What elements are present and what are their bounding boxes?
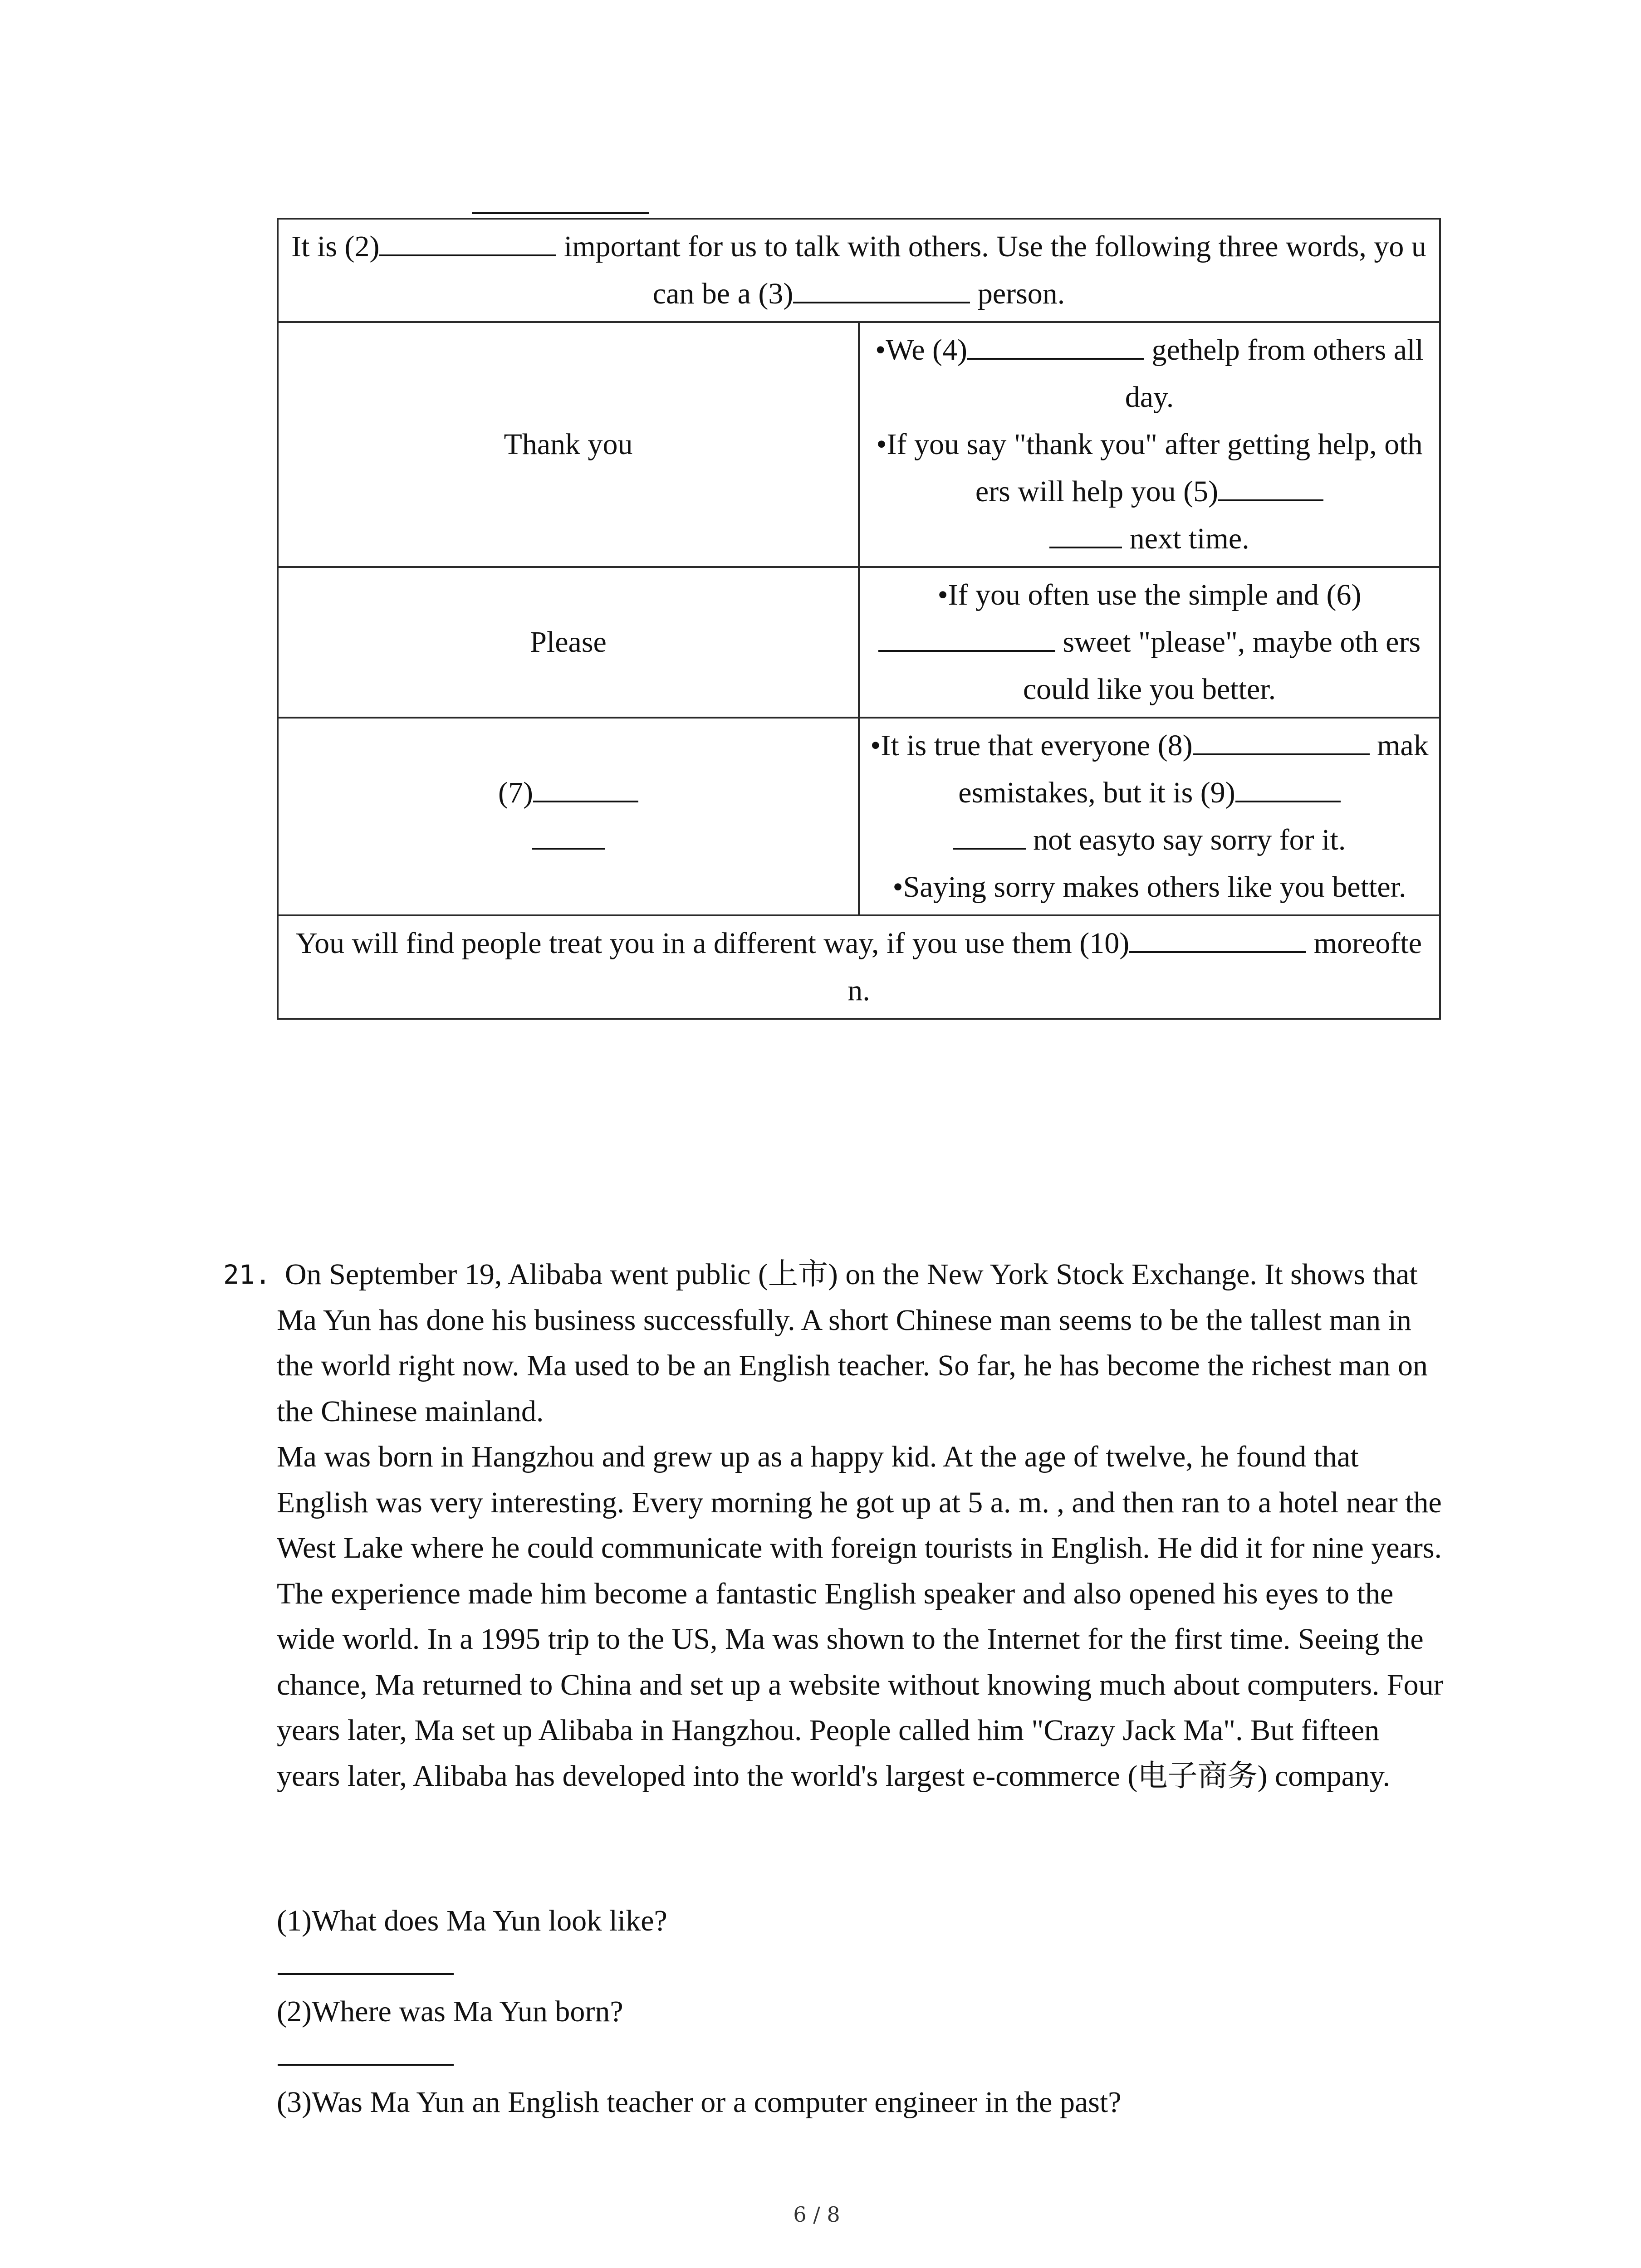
question-21 xyxy=(223,1252,1447,1799)
thank-you-line-1-a: •We (4) xyxy=(875,333,968,367)
fill-in-table xyxy=(277,218,1441,1020)
sub-question-3: (3)Was Ma Yun an English teacher or a computer engineer in the past? xyxy=(277,2086,1122,2119)
sorry-line-2: •Saying sorry makes others like you better. xyxy=(892,870,1406,904)
please-line-b: sweet "please", maybe oth ers could like you better. xyxy=(1023,626,1421,706)
question-number: 21. xyxy=(223,1259,271,1290)
answer-blank-3[interactable] xyxy=(793,274,970,303)
thank-you-line-1-b: gethelp from others all day. xyxy=(1125,333,1424,414)
sorry-line-1-b: makesmistakes, but it is (9) xyxy=(958,729,1429,809)
please-line-a: •If you often use the simple and (6) xyxy=(937,578,1362,611)
answer-blank-9b[interactable] xyxy=(953,820,1026,850)
table-row-sorry xyxy=(278,718,1440,915)
label-sorry-cell xyxy=(278,718,859,915)
closing-cell xyxy=(278,915,1440,1019)
thank-you-line-2-b: next time. xyxy=(1122,522,1249,555)
answer-line-2[interactable] xyxy=(278,2064,454,2066)
answer-blank-2[interactable] xyxy=(379,226,556,256)
content-sorry xyxy=(859,718,1440,915)
answer-blank-6[interactable] xyxy=(878,622,1055,652)
label-thank-you: Thank you xyxy=(278,322,859,567)
answer-blank-5b[interactable] xyxy=(1049,518,1122,548)
table-row-closing xyxy=(278,915,1440,1019)
sub-question-2: (2)Where was Ma Yun born? xyxy=(277,1995,623,2028)
answer-blank-8[interactable] xyxy=(1193,725,1370,755)
answer-line-1[interactable] xyxy=(278,1973,454,1975)
thank-you-line-2-a: •If you say "thank you" after getting help, others will help you (5) xyxy=(876,428,1423,508)
answer-blank-9a[interactable] xyxy=(1235,772,1341,802)
label-seven: (7) xyxy=(498,776,533,809)
answer-blank-10[interactable] xyxy=(1129,923,1306,953)
table-row-please xyxy=(278,567,1440,718)
answer-blank-7a[interactable] xyxy=(533,772,638,802)
sorry-line-1 xyxy=(870,722,1429,864)
page-number: 6 / 8 xyxy=(793,2202,840,2227)
content-please xyxy=(859,567,1440,718)
passage-paragraph-1: On September 19, Alibaba went public (上市) on the New York Stock Exchange. It shows that Ma Yun has done his business successfully. A short Chinese man seems to be the tallest man in the world right now. Ma used to be an English teacher. So far, he has become the richest man on the Chinese mainland. xyxy=(277,1258,1428,1428)
answer-blank-4[interactable] xyxy=(967,330,1144,360)
sorry-line-1-c: not easyto say sorry for it. xyxy=(1025,823,1346,856)
closing-text-a: You will find people treat you in a different way, if you use them (10) xyxy=(296,927,1130,960)
table-row-thank-you xyxy=(278,322,1440,567)
thank-you-line-1 xyxy=(870,327,1429,421)
intro-text-a: It is (2) xyxy=(291,230,380,263)
table-row-intro xyxy=(278,219,1440,322)
sorry-line-1-a: •It is true that everyone (8) xyxy=(870,729,1193,762)
intro-text-c: person. xyxy=(970,277,1065,310)
thank-you-line-2 xyxy=(870,421,1429,562)
label-please: Please xyxy=(278,567,859,718)
sub-question-1: (1)What does Ma Yun look like? xyxy=(277,1904,667,1937)
intro-text-b: important for us to talk with others. Use the following three words, yo u can be a (3) xyxy=(556,230,1426,310)
content-thank-you xyxy=(859,322,1440,567)
answer-blank-1[interactable] xyxy=(472,212,649,214)
intro-cell xyxy=(278,219,1440,322)
passage-paragraph-2: Ma was born in Hangzhou and grew up as a happy kid. At the age of twelve, he found that English was very interesting. Every morning he got up at 5 a. m. , and then ran to a hotel near the West Lake where he could communicate with foreign tourists in English. He did it for nine years. The experience made him become a fantastic English speaker and also opened his eyes to the wide world. In a 1995 trip to the US, Ma was shown to the Internet for the first time. Seeing the chance, Ma returned to China and set up a website without knowing much about computers. Four years later, Ma set up Alibaba in Hangzhou. People called him "Crazy Jack Ma". But fifteen years later, Alibaba has developed into the world's largest e-commerce (电子商务) company. xyxy=(277,1440,1444,1793)
closing-text-b: moreofte n. xyxy=(847,927,1422,1007)
answer-blank-5a[interactable] xyxy=(1218,471,1323,501)
answer-blank-7b[interactable] xyxy=(532,820,605,850)
